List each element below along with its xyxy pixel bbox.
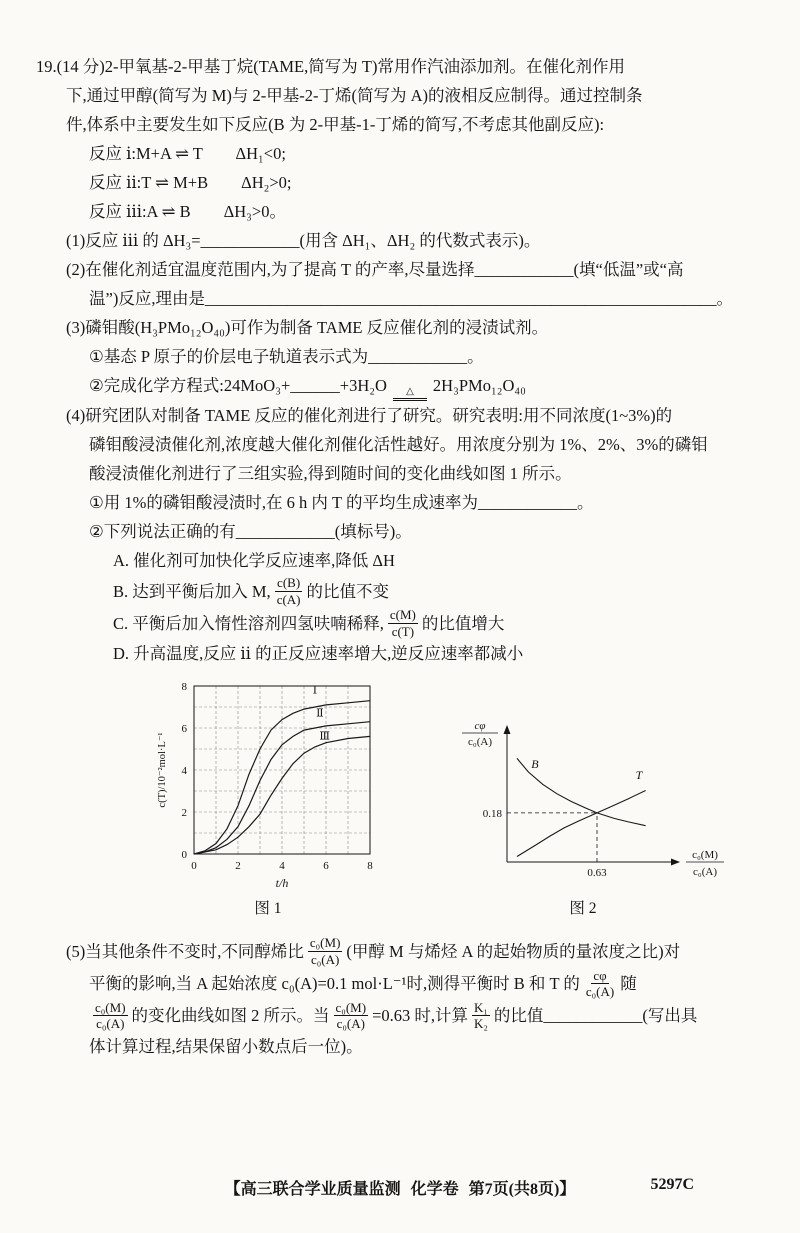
page-footer <box>0 1176 800 1199</box>
equation-text-b: +3H₂O <box>339 376 387 395</box>
x-marked-label: 0.63 <box>587 867 607 880</box>
equation-blank: ______ <box>290 376 340 395</box>
option-b-text-post: 的比值不变 <box>306 581 390 601</box>
fraction-cB-cA: $\frac{c(B)}{c(A)}$ <box>276 575 301 607</box>
item-5-text-a: (5)当其他条件不变时,不同醇烯比 <box>66 941 304 961</box>
footer-right: 第7页(共8页)】 <box>468 1181 576 1198</box>
figure-1 <box>154 676 382 923</box>
item-5-text-b: 平衡的影响,当 A 起始浓度 c₀(A)=0.1 mol·L⁻¹时,测得平衡时 B 和 T 的 <box>89 974 580 994</box>
line-item-5a <box>66 935 770 967</box>
line-option-c <box>113 607 770 639</box>
item-5-text-c1: 的变化曲线如图 2 所示。当 <box>131 1006 330 1026</box>
x-tick-label: 6 <box>323 860 329 873</box>
line-intro-2: 下,通过甲醇(简写为 M)与 2-甲基-2-丁烯(简写为 A)的液相反应制得。通过控制条 <box>66 86 643 105</box>
y-tick-label: 6 <box>181 723 187 736</box>
chart1-svg <box>154 676 382 892</box>
item-5-text-c2: =0.63 时,计算 <box>372 1006 468 1026</box>
y-marked-label: 0.18 <box>482 808 502 821</box>
option-c-text: C. 平衡后加入惰性溶剂四氢呋喃稀释, <box>113 613 384 633</box>
footer-left: 【高三联合学业质量监测 <box>224 1181 401 1198</box>
figure-2-caption: 图 2 <box>569 900 597 918</box>
footer-code: 5297C <box>650 1176 694 1193</box>
line-item-4a: (4)研究团队对制备 TAME 反应的催化剂进行了研究。研究表明:用不同浓度(1~3%)的 <box>66 406 673 425</box>
curve-T <box>517 791 646 857</box>
line-item-1: (1)反应 ⅲ 的 ΔH₃=____________(用含 ΔH₁、ΔH₂ 的代数式表示)。 <box>66 231 541 250</box>
y-tick-label: 0 <box>181 849 187 862</box>
delta-symbol: △ <box>406 386 414 397</box>
x-axis-label-num: c₀(M) <box>692 849 718 862</box>
fraction-cM-cT: $\frac{c(M)}{c(T)}$ <box>389 607 416 639</box>
series-label: Ⅰ <box>312 684 318 697</box>
y-axis-label-num: cφ <box>474 720 486 733</box>
line-reaction-i: 反应 ⅰ:M+A ⇌ T ΔH₁<0; <box>89 144 286 163</box>
line-option-b <box>113 575 770 607</box>
line-intro-1: 19.(14 分)2-甲氧基-2-甲基丁烷(TAME,简写为 T)常用作汽油添加剂。在催化剂作用 <box>36 57 625 76</box>
y-tick-label: 8 <box>181 681 187 694</box>
line-option-d: D. 升高温度,反应 ⅱ 的正反应速率增大,逆反应速率都减小 <box>113 644 524 664</box>
line-item-4-sub1: ①用 1%的磷钼酸浸渍时,在 6 h 内 T 的平均生成速率为____________。 <box>89 493 594 512</box>
line-reaction-ii: 反应 ⅱ:T ⇌ M+B ΔH₂>0; <box>89 173 292 192</box>
fraction-K1-K2: $\frac{\text{K₁}}{\text{K₂}}$ <box>474 999 488 1032</box>
y-axis-label-den: c₀(A) <box>468 736 492 749</box>
line-item-5b <box>89 968 770 1000</box>
line-item-4b: 磷钼酸浸渍催化剂,浓度越大催化剂催化活性越好。用浓度分别为 1%、2%、3%的磷钼 <box>89 435 708 454</box>
line-item-3: (3)磷钼酸(H₃PMo₁₂O₄₀)可作为制备 TAME 反应催化剂的浸渍试剂。 <box>66 318 549 337</box>
fraction-c0M-c0A: $\frac{\text{c₀(M)}}{\text{c₀(A)}}$ <box>335 999 367 1032</box>
line-equation <box>89 371 770 401</box>
y-axis-label: c(T)/10⁻²mol·L⁻¹ <box>157 732 168 808</box>
line-item-2b: 温”)反应,理由是______________________________________________________________。 <box>89 289 733 308</box>
line-item-2a: (2)在催化剂适宜温度范围内,为了提高 T 的产率,尽量选择____________(填“低温”或“高 <box>66 260 684 279</box>
equation-text-a: ②完成化学方程式:24MoO₃+ <box>89 376 291 395</box>
y-tick-label: 2 <box>181 807 187 820</box>
x-tick-label: 2 <box>235 860 241 873</box>
figures-row <box>154 676 770 923</box>
fraction-cphi-c0A: $\frac{c\varphi}{\text{c₀(A)}}$ <box>585 967 615 1000</box>
fraction-c0M-c0A: $\frac{\text{c₀(M)}}{\text{c₀(A)}}$ <box>95 999 126 1032</box>
x-tick-label: 4 <box>279 860 285 873</box>
fraction-c0M-c0A: $\frac{\text{c₀(M)}}{\text{c₀(A)}}$ <box>309 935 341 967</box>
line-item-4-sub2: ②下列说法正确的有____________(填标号)。 <box>89 522 412 541</box>
x-tick-label: 0 <box>191 860 197 873</box>
figure-1-caption: 图 1 <box>254 900 282 918</box>
figure-2 <box>437 710 729 923</box>
line-intro-3: 件,体系中主要发生如下反应(B 为 2-甲基-1-丁烯的简写,不考虑其他副反应): <box>66 115 605 134</box>
chart2-svg <box>437 710 729 892</box>
line-item-3-sub1: ①基态 P 原子的价层电子轨道表示式为____________。 <box>89 347 484 366</box>
x-axis-label: t/h <box>275 876 289 891</box>
series-label: Ⅲ <box>319 730 331 743</box>
item-5-text-c3: 的比值____________(写出具 <box>493 1006 698 1026</box>
item-5-text-b-post: 随 <box>620 974 637 994</box>
series-label: Ⅱ <box>316 707 324 720</box>
item-5-text-a-post: (甲醇 M 与烯烃 A 的起始物质的量浓度之比)对 <box>346 941 681 961</box>
line-item-5d: 体计算过程,结果保留小数点后一位)。 <box>89 1036 363 1056</box>
option-b-text: B. 达到平衡后加入 M, <box>113 581 271 601</box>
x-axis-arrow <box>671 859 680 866</box>
series-label-T: T <box>635 768 643 783</box>
line-option-a: A. 催化剂可加快化学反应速率,降低 ΔH <box>113 551 395 570</box>
line-item-5c <box>89 1000 770 1032</box>
series-label-B: B <box>531 757 539 772</box>
x-tick-label: 8 <box>367 860 373 873</box>
equation-text-c: 2H₃PMo₁₂O₄₀ <box>432 376 526 395</box>
delta-equals-sign <box>393 387 427 401</box>
y-tick-label: 4 <box>181 765 187 778</box>
line-reaction-iii: 反应 ⅲ:A ⇌ B ΔH₃>0。 <box>89 202 286 221</box>
x-axis-label-den: c₀(A) <box>693 866 717 879</box>
y-axis-arrow <box>504 725 511 734</box>
line-item-4c: 酸浸渍催化剂进行了三组实验,得到随时间的变化曲线如图 1 所示。 <box>89 464 572 483</box>
footer-subject: 化学卷 <box>410 1181 459 1198</box>
option-c-text-post: 的比值增大 <box>421 613 505 633</box>
